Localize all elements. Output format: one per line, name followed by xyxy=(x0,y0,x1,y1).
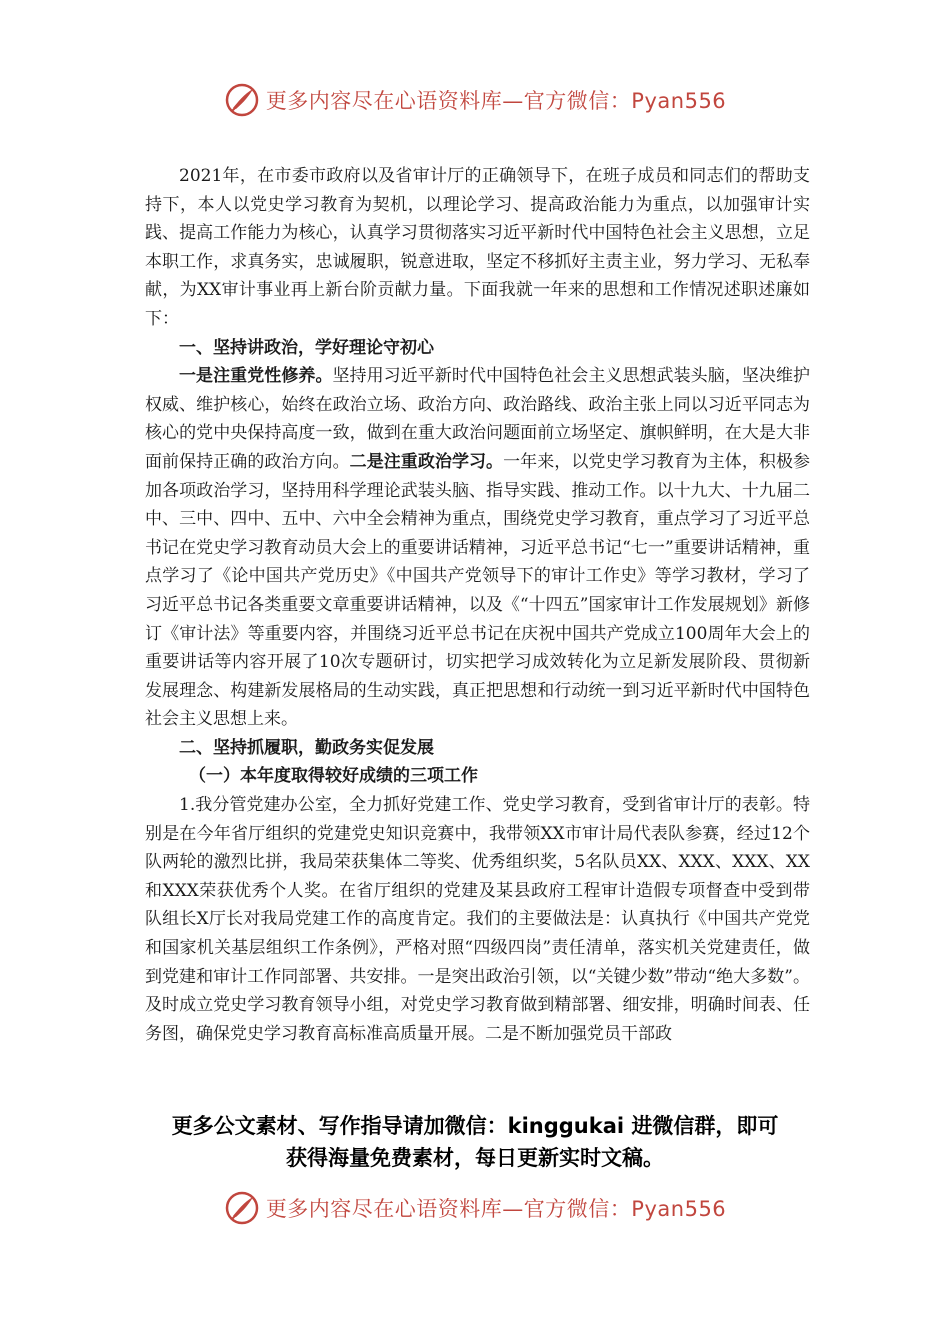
paragraph-political-study xyxy=(145,362,810,734)
quill-logo-icon xyxy=(224,82,260,118)
promo-banner xyxy=(0,1110,950,1174)
paragraph-text-1: 坚持用习近平新时代中国特色社会主义思想武装头脑，坚决维护权威、维护核心，始终在政治立场、政治方向、政治路线、政治主张上同以习近平同志为核心的党中央保持高度一致，做到在重大政治问题面前立场坚定、旗帜鲜明，在大是大非面前保持正确的政治方向。 xyxy=(145,366,810,472)
section-heading-1: 一、坚持讲政治，学好理论守初心 xyxy=(179,337,434,358)
quill-logo-icon xyxy=(224,1190,260,1226)
paragraph-text-2: 一年来，以党史学习教育为主体，积极参加各项政治学习，坚持用科学理论武装头脑、指导实践、推动工作。以十九大、十九届二中、三中、四中、五中、六中全会精神为重点，围绕党史学习教育，重点学习了习近平总书记在党史学习教育动员大会上的重要讲话精神，习近平总书记“七一”重要讲话精神，重点学习了《论中国共产党历史》《中国共产党领导下的审计工作史》等学习教材，学习了习近平总书记各类重要文章重要讲话精神，以及《“十四五”国家审计工作发展规划》新修订《审计法》等重要内容，并围绕习近平总书记在庆祝中国共产党成立100周年大会上的重要讲话等内容开展了10次专题研讨，切实把学习成效转化为立足新发展阶段、贯彻新发展理念、构建新发展格局的生动实践，真正把思想和行动统一到习近平新时代中国特色社会主义思想上来。 xyxy=(145,451,811,730)
section-heading-2: 二、坚持抓履职，勤政务实促发展 xyxy=(179,737,434,758)
intro-paragraph: 2021年，在市委市政府以及省审计厅的正确领导下，在班子成员和同志们的帮助支持下，本人以党史学习教育为契机，以理论学习、提高政治能力为重点，以加强审计实践、提高工作能力为核心，认真学习贯彻落实习近平新时代中国特色社会主义思想，立足本职工作，求真务实，忠诚履职，锐意进取，坚定不移抓好主责主业，努力学习、无私奉献，为XX审计事业再上新台阶贡献力量。下面我就一年来的思想和工作情况述职述廉如下： xyxy=(145,166,810,329)
lead-phrase-1: 一是注重党性修养。 xyxy=(179,366,333,387)
paragraph-party-building: 1.我分管党建办公室，全力抓好党建工作、党史学习教育，受到省审计厅的表彰。特别是在今年省厅组织的党建党史知识竞赛中，我带领XX市审计局代表队参赛，经过12个队两轮的激烈比拼，我局荣获集体二等奖、优秀组织奖，5名队员XX、XXX、XXX、XX和XXX荣获优秀个人奖。在省厅组织的党建及某县政府工程审计造假专项督查中受到带队组长X厅长对我局党建工作的高度肯定。我们的主要做法是：认真执行《中国共产党党和国家机关基层组织工作条例》，严格对照“四级四岗”责任清单，落实机关党建责任，做到党建和审计工作同部署、共安排。一是突出政治引领，以“关键少数”带动“绝大多数”。及时成立党史学习教育领导小组，对党史学习教育做到精部署、细安排，明确时间表、任务图，确保党史学习教育高标准高质量开展。二是不断加强党员干部政 xyxy=(145,795,810,1044)
watermark-text: 更多内容尽在心语资料库—官方微信：Pyan556 xyxy=(265,89,727,113)
document-body xyxy=(145,162,810,1048)
watermark-text: 更多内容尽在心语资料库—官方微信：Pyan556 xyxy=(265,1197,727,1221)
watermark-header xyxy=(0,82,950,118)
promo-line-1: 更多公文素材、写作指导请加微信：kinggukai 进微信群，即可 xyxy=(171,1114,779,1138)
promo-line-2: 获得海量免费素材，每日更新实时文稿。 xyxy=(286,1146,664,1170)
subsection-heading-2-1: （一）本年度取得较好成绩的三项工作 xyxy=(189,766,478,787)
lead-phrase-2: 二是注重政治学习。 xyxy=(349,451,504,472)
watermark-footer xyxy=(0,1190,950,1226)
